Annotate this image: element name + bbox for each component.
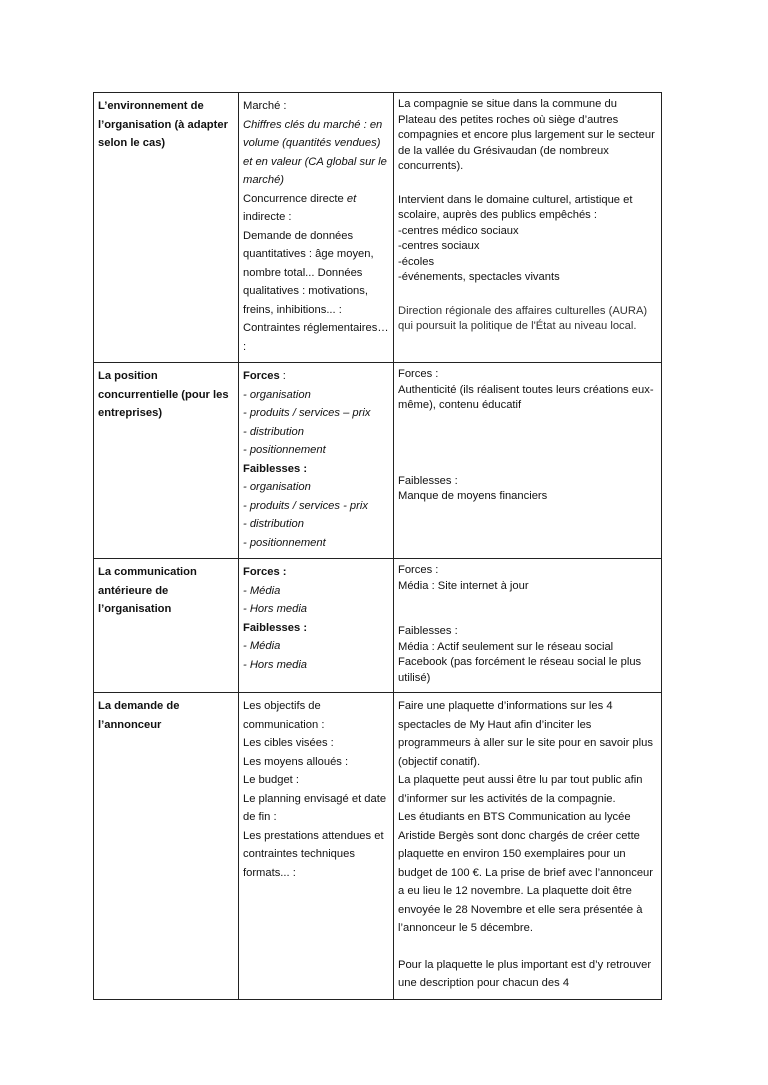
answer-cell bbox=[394, 559, 662, 693]
answer-paragraph: Média : Site internet à jour bbox=[398, 579, 529, 592]
list-item: - organisation bbox=[243, 481, 311, 493]
table-row bbox=[94, 93, 662, 363]
list-item: - Média bbox=[243, 640, 281, 652]
table-row bbox=[94, 693, 662, 1000]
answer-cell bbox=[394, 93, 662, 363]
list-item: - Hors media bbox=[243, 603, 308, 615]
row-heading: La demande de l’annonceur bbox=[94, 693, 239, 1000]
answer-paragraph: Manque de moyens financiers bbox=[398, 490, 548, 502]
answer-paragraph: Les étudiants en BTS Communication au lycée Aristide Bergès sont donc chargés de créer cette plaquette en environ 150 exemplaires pour un budget de 100 €. La prise de brief avec l’annonceur a eu lieu le 12 novembre. La plaquette doit être envoyée le 28 Novembre et elle sera présentée à l’annonceur le 5 décembre. bbox=[398, 811, 654, 934]
list-item: - Hors media bbox=[243, 658, 308, 671]
forces-colon: : bbox=[279, 370, 286, 382]
guide-cell bbox=[239, 363, 394, 559]
brief-table bbox=[93, 92, 662, 1000]
list-item: - produits / services – prix bbox=[243, 407, 371, 419]
list-item: - distribution bbox=[243, 518, 304, 530]
answer-paragraph: Média : Actif seulement sur le réseau social Facebook (pas forcément le réseau social le plus utilisé) bbox=[398, 640, 642, 684]
list-item: - positionnement bbox=[243, 536, 326, 549]
forces-label: Forces bbox=[243, 370, 280, 382]
table-row bbox=[94, 363, 662, 559]
answer-paragraph: La plaquette peut aussi être lu par tout public afin d’informer sur les activités de la compagnie. bbox=[398, 774, 643, 805]
list-item: -événements, spectacles vivants bbox=[398, 271, 560, 283]
guide-text: Les moyens alloués : bbox=[243, 755, 349, 768]
guide-cell bbox=[239, 693, 394, 1000]
answer-paragraph: Pour la plaquette le plus important est d’y retrouver une description pour chacun des 4 bbox=[398, 958, 652, 989]
faiblesses-label: Faiblesses : bbox=[398, 625, 458, 637]
forces-label: Forces : bbox=[398, 564, 439, 576]
table-row bbox=[94, 559, 662, 693]
guide-text: Les cibles visées : bbox=[243, 737, 334, 749]
answer-paragraph: La compagnie se situe dans la commune du Plateau des petites roches où siège d’autres compagnies et encore plus largement sur le secteur de la vallée du Grésivaudan (de nombreux concurrents). bbox=[398, 98, 655, 172]
row-heading: La position concurrentielle (pour les entreprises) bbox=[94, 363, 239, 559]
guide-text: Contraintes réglementaires… : bbox=[243, 322, 389, 353]
guide-cell bbox=[239, 93, 394, 363]
answer-paragraph: Faire une plaquette d’informations sur les 4 spectacles de My Haut afin d’inciter les programmeurs à aller sur le site pour en savoir plus (objectif conatif). bbox=[398, 700, 653, 768]
answer-paragraph: Direction régionale des affaires culturelles (AURA) qui poursuit la politique de l'État au niveau local. bbox=[398, 304, 648, 332]
guide-text: et bbox=[346, 192, 357, 205]
guide-text: Chiffres clés du marché : en volume (quantités vendues) et en valeur (CA global sur le marché) bbox=[243, 118, 387, 186]
guide-text: Demande de données quantitatives : âge moyen, nombre total... Données qualitatives : motivations, freins, inhibitions... : bbox=[243, 229, 374, 316]
forces-label: Forces : bbox=[398, 368, 439, 380]
guide-text: Le budget : bbox=[243, 774, 299, 786]
guide-text: Le planning envisagé et date de fin : bbox=[243, 792, 387, 823]
row-heading: La communication antérieure de l’organisation bbox=[94, 559, 239, 693]
list-item: -écoles bbox=[398, 255, 435, 268]
list-item: -centres médico sociaux bbox=[398, 224, 519, 237]
forces-label: Forces : bbox=[243, 566, 287, 578]
list-item: - produits / services - prix bbox=[243, 499, 368, 512]
row-heading: L’environnement de l’organisation (à adapter selon le cas) bbox=[94, 93, 239, 363]
guide-text: Concurrence directe bbox=[243, 192, 344, 205]
faiblesses-label: Faiblesses : bbox=[243, 621, 308, 634]
guide-text: Marché : bbox=[243, 100, 287, 112]
list-item: - distribution bbox=[243, 425, 304, 438]
answer-paragraph: Authenticité (ils réalisent toutes leurs créations eux-même), contenu éducatif bbox=[398, 383, 654, 411]
answer-cell bbox=[394, 363, 662, 559]
list-item: - positionnement bbox=[243, 444, 326, 456]
guide-cell bbox=[239, 559, 394, 693]
faiblesses-label: Faiblesses : bbox=[398, 474, 458, 487]
faiblesses-label: Faiblesses : bbox=[243, 462, 308, 475]
list-item: - organisation bbox=[243, 388, 311, 401]
guide-text: Les objectifs de communication : bbox=[243, 700, 325, 731]
list-item: - Média bbox=[243, 584, 281, 597]
answer-cell bbox=[394, 693, 662, 1000]
guide-text: Les prestations attendues et contraintes techniques formats... : bbox=[243, 829, 384, 879]
guide-text: indirecte : bbox=[243, 211, 292, 223]
answer-paragraph: Intervient dans le domaine culturel, artistique et scolaire, auprès des publics empêchés : bbox=[398, 193, 633, 221]
list-item: -centres sociaux bbox=[398, 240, 480, 252]
